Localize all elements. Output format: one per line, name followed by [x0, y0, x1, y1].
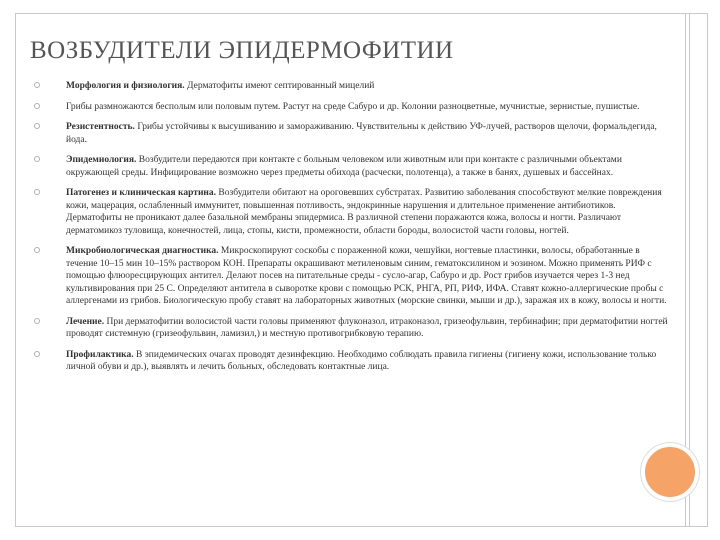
bullet-text: Возбудители передаются при контакте с больным человеком или животным или при контакте с различными объектами окружающей среды. Инфицирование возможно через предметы обихода (расчески, полотенца), а также в банях, душевых и бассейнах.	[66, 155, 622, 178]
bullet-icon	[34, 351, 40, 357]
bullet-lead: Микробиологическая диагностика.	[66, 246, 219, 256]
bullet-text: Дерматофиты имеют септированный мицелий	[184, 81, 375, 91]
bullet-icon	[34, 82, 40, 88]
bullet-icon	[34, 318, 40, 324]
bullet-text: В эпидемических очагах проводят дезинфекцию. Необходимо соблюдать правила гигиены (гигиену кожи, использование только личной обуви и др.), выявлять и лечить больных, обследовать контактные лица.	[66, 349, 657, 372]
bullet-lead: Морфология и физиология.	[66, 81, 185, 91]
bullet-text: При дерматофитии волосистой части головы применяют флуконазол, итраконазол, гризеофульвин, тербинафин; при дерматофитии ногтей проводят системную (гризеофульвин, ламизил,) и местную противогрибковую терапию.	[66, 316, 668, 339]
bullet-list	[32, 80, 672, 382]
bullet-item	[32, 316, 672, 341]
bullet-icon	[34, 156, 40, 162]
bullet-item	[32, 349, 672, 374]
bullet-icon	[34, 247, 40, 253]
bullet-item	[32, 245, 672, 308]
bullet-icon	[34, 123, 40, 129]
bullet-lead: Эпидемиология.	[66, 155, 137, 165]
bullet-lead: Резистентность.	[66, 122, 135, 132]
bullet-item	[32, 80, 672, 93]
bullet-text: Грибы размножаются бесполым или половым путем. Растут на среде Сабуро и др. Колонии разноцветные, мучнистые, зернистые, пушистые.	[66, 101, 640, 112]
bullet-icon	[34, 103, 40, 109]
bullet-text: Возбудители обитают на ороговевших субстратах. Развитию заболевания способствуют мелкие повреждения кожи, мацерация, ослабленный иммунитет, повышенная потливость, эндокринные нарушения и длительное применение антибиотиков. Дерматофиты не проникают далее базальной мембраны эпидермиса. В различной степени поражаются кожа, волосы и ногти. Различают дерматомикоз туловища, конечностей, лица, стопы, кисти, промежности, области бороды, волосистой части головы, ногтей.	[66, 188, 662, 236]
bullet-lead: Профилактика.	[66, 349, 134, 360]
bullet-item	[32, 187, 672, 237]
bullet-item	[32, 101, 672, 114]
bullet-lead: Лечение.	[66, 316, 105, 327]
bullet-text: Микроскопируют соскобы с пораженной кожи, чешуйки, ногтевые пластинки, волосы, обработанные в течение 10–15 мин 10–15% раствором КОН. Препараты окрашивают метиленовым синим, гематоксилином и эозином. Можно применять РИФ с помощью флюоресцирующих антител. Делают посев на питательные среды - сусло-агар, Сабуро и др. Рост грибов изучается через 1-3 нед культивирования при 25 С. Определяют антитела в сыворотке крови с помощью РСК, РНГА, РП, РИФ, ИФА. Ставят кожно-аллергические пробы с аллергенами из грибов. Биологическую пробу ставят на лабораторных животных (морские свинки, мыши и др.), заражая их в кожу, волосы и ногти.	[66, 246, 667, 306]
bullet-icon	[34, 189, 40, 195]
decorative-circle	[641, 443, 699, 501]
bullet-text: Грибы устойчивы к высушиванию и замораживанию. Чувствительны к действию УФ-лучей, растворов щелочи, формальдегида, йода.	[66, 122, 657, 145]
bullet-item	[32, 121, 672, 146]
bullet-item	[32, 154, 672, 179]
slide-title: ВОЗБУДИТЕЛИ ЭПИДЕРМОФИТИИ	[30, 37, 454, 64]
bullet-lead: Патогенез и клиническая картина.	[66, 188, 217, 198]
